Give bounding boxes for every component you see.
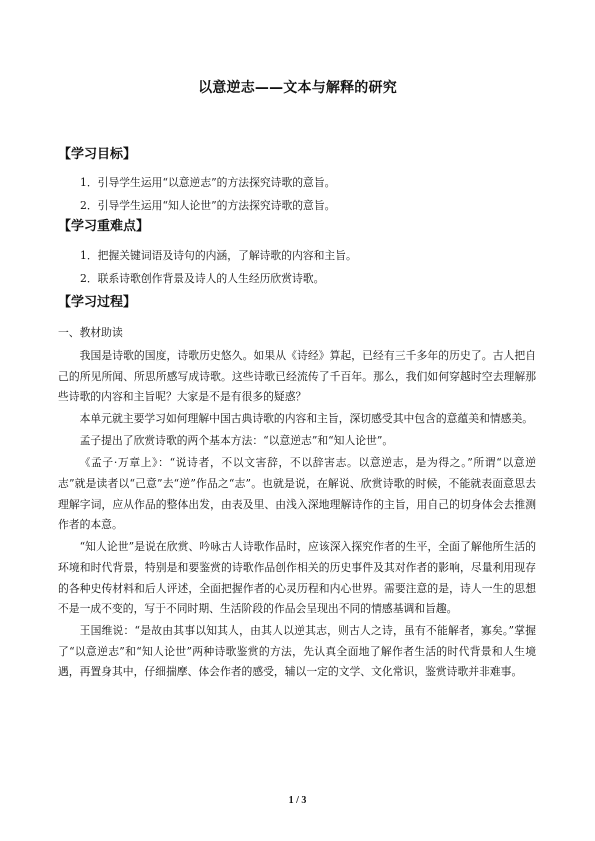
body-paragraph: 《孟子·万章上》：“说诗者，不以文害辞，不以辞害志。以意逆志，是为得之。”所谓“以意逆志”就是读者以“己意”去“逆”作品之“志”。也就是说，在解说、欣赏诗歌的时候，不能就表面意思去理解字词，应从作品的整体出发，由表及里、由浅入深地理解诗作的主旨，用自己的切身体会去推测作者的本意。 xyxy=(58,456,536,532)
page-number: 1 / 3 xyxy=(288,795,307,806)
learning-goal-item: 1．引导学生运用“以意逆志”的方法探究诗歌的意旨。 xyxy=(80,176,336,189)
body-paragraph: 孟子提出了欣赏诗歌的两个基本方法：“以意逆志”和“知人论世”。 xyxy=(79,434,394,448)
learning-goals-list xyxy=(80,171,335,217)
textbook-guide-body xyxy=(58,346,536,685)
document-title: 以意逆志——文本与解释的研究 xyxy=(198,80,397,96)
key-point-item: 1．把握关键词语及诗句的内涵，了解诗歌的内容和主旨。 xyxy=(80,249,357,262)
learning-process-heading: 【学习过程】 xyxy=(58,295,137,310)
body-paragraph: 王国维说：“是故由其事以知其人，由其人以逆其志，则古人之诗，虽有不能解者，寡矣。”掌握了“以意逆志”和“知人论世”两种诗歌鉴赏的方法，先认真全面地了解作者生活的时代背景和人生境遇，再置身其中，仔细揣摩、体会作者的感受，辅以一定的文学、文化常识，鉴赏诗歌并非难事。 xyxy=(58,624,536,679)
body-paragraph: “知人论世”是说在欣赏、吟咏古人诗歌作品时，应该深入探究作者的生平，全面了解他所生活的环境和时代背景，特别是和要鉴赏的诗歌作品创作相关的历史事件及其对作者的影响，尽量利用现存的各种史传材料和后人评述，全面把握作者的心灵历程和内心世界。需要注意的是，诗人一生的思想不是一成不变的，写于不同时期、生活阶段的作品会呈现出不同的情感基调和旨趣。 xyxy=(58,540,536,616)
key-points-heading: 【学习重难点】 xyxy=(58,219,150,234)
body-paragraph: 我国是诗歌的国度，诗歌历史悠久。如果从《诗经》算起，已经有三千多年的历史了。古人把自己的所见所闻、所思所感写成诗歌。这些诗歌已经流传了千百年。那么，我们如何穿越时空去理解那些诗歌的内容和主旨呢？大家是不是有很多的疑惑？ xyxy=(58,349,536,404)
textbook-guide-subheading: 一、教材助读 xyxy=(58,326,123,339)
learning-goals-heading: 【学习目标】 xyxy=(58,147,137,162)
learning-goal-item: 2．引导学生运用“知人论世”的方法探究诗歌的意旨。 xyxy=(80,199,336,212)
body-paragraph: 本单元就主要学习如何理解中国古典诗歌的内容和主旨，深切感受其中包含的意蕴美和情感美。 xyxy=(79,412,534,426)
key-point-item: 2．联系诗歌创作背景及诗人的人生经历欣赏诗歌。 xyxy=(80,272,325,285)
key-points-list xyxy=(80,244,357,290)
